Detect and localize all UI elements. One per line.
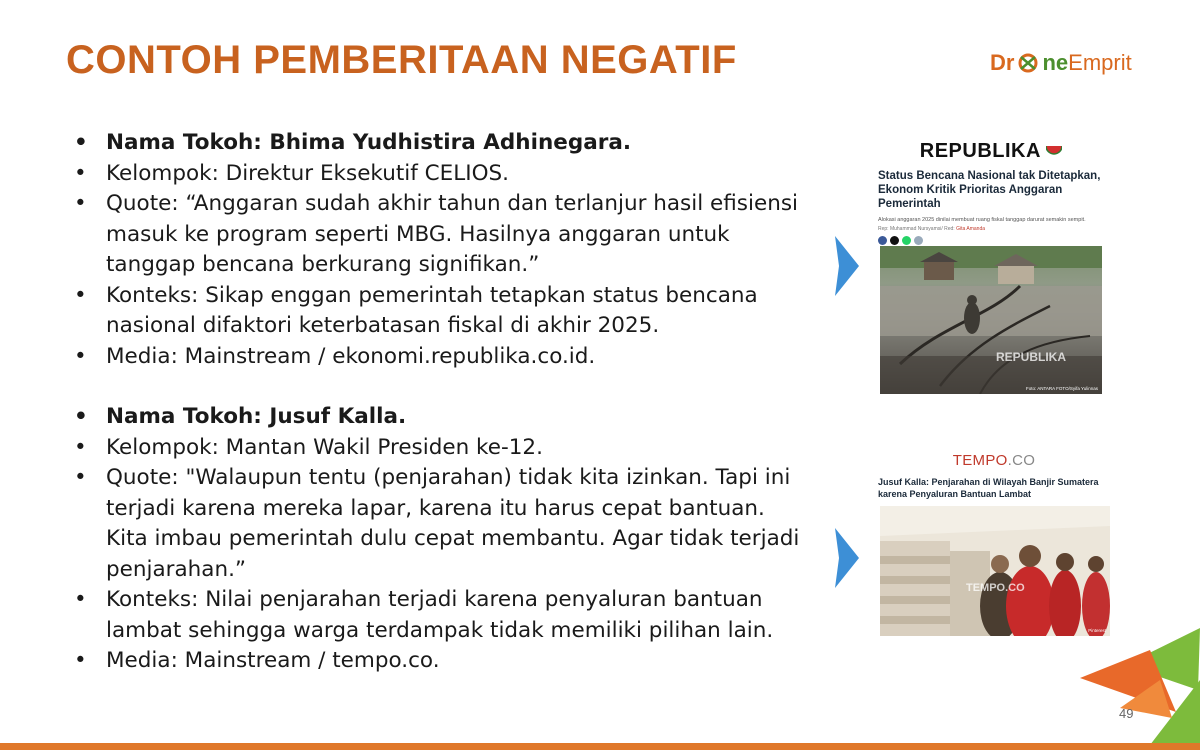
bullet-dot: • xyxy=(74,130,88,155)
bullet-dot: • xyxy=(74,343,87,369)
bullet-person2-group: • Kelompok: Mantan Wakil Presiden ke-12. xyxy=(74,433,804,464)
page-number: 49 xyxy=(1119,706,1134,721)
arrow-right-icon xyxy=(835,236,861,296)
bullet-person1-context: • Konteks: Sikap enggan pemerintah tetapkan status bencana nasional difaktori keterbatasan fiskal di akhir 2025. xyxy=(74,282,758,338)
bullet-dot: • xyxy=(74,434,87,460)
bullet-person2-name: • Nama Tokoh: Jusuf Kalla. xyxy=(74,402,804,433)
drone-icon xyxy=(1015,52,1041,74)
flood-scene-image xyxy=(880,246,1102,394)
bullet-person1-media: • Media: Mainstream / ekonomi.republika.co.id. xyxy=(74,342,804,373)
tempo-watermark: TEMPO.CO xyxy=(966,582,1025,594)
x-icon[interactable] xyxy=(890,236,899,245)
republika-watermark: REPUBLIKA xyxy=(996,350,1067,364)
spacer xyxy=(74,372,804,402)
bottom-accent-bar xyxy=(0,743,1200,750)
tempo-logo: TEMPO.CO xyxy=(952,452,1036,469)
watermelon-icon xyxy=(1046,146,1062,156)
drone-emprit-logo xyxy=(990,50,1132,76)
bullet-list xyxy=(74,128,804,677)
tempo-photo-credit: Pinterest xyxy=(1088,628,1106,633)
bullet-dot: • xyxy=(74,282,87,308)
republika-photo xyxy=(880,246,1102,394)
bullet-person1-group: • Kelompok: Direktur Eksekutif CELIOS. xyxy=(74,159,804,190)
tempo-headline: Jusuf Kalla: Penjarahan di Wilayah Banjir Sumatera karena Penyaluran Bantuan Lambat xyxy=(878,477,1099,499)
bullet-person2-context: • Konteks: Nilai penjarahan terjadi karena penyaluran bantuan lambat sehingga warga terdampak tidak memiliki pilihan lain. xyxy=(74,587,774,643)
bullet-dot: • xyxy=(74,465,87,490)
bullet-person1-name: • Nama Tokoh: Bhima Yudhistira Adhinegara. xyxy=(74,128,804,159)
bullet-dot: • xyxy=(74,191,87,216)
tempo-photo xyxy=(880,506,1110,636)
republika-article-card xyxy=(878,140,1104,396)
bullet-dot: • xyxy=(74,587,87,612)
republika-photo-credit: Foto: ANTARA FOTO/Syifa Yulinnas xyxy=(1025,386,1098,391)
logo-text-ne: ne xyxy=(1042,50,1069,75)
republika-logo: REPUBLIKA xyxy=(878,140,1104,163)
decorative-corner-shapes xyxy=(1080,620,1200,745)
bullet-dot: • xyxy=(74,404,88,429)
facebook-icon[interactable] xyxy=(878,236,887,245)
bullet-dot: • xyxy=(74,648,87,673)
bullet-person1-quote: • Quote: “Anggaran sudah akhir tahun dan terlanjur hasil efisiensi masuk ke program seperti MBG. Hasilnya anggaran untuk tanggap bencana berkurang signifikan.” xyxy=(74,191,798,277)
logo-text-dr: Dr xyxy=(990,50,1015,75)
link-icon[interactable] xyxy=(914,236,923,245)
aid-distribution-image xyxy=(880,506,1110,636)
share-buttons xyxy=(878,236,1104,245)
logo-text-emprit: Emprit xyxy=(1068,50,1132,75)
bullet-person2-media: • Media: Mainstream / tempo.co. xyxy=(74,646,804,677)
tempo-article-card xyxy=(878,452,1110,638)
bullet-person2-quote: • Quote: "Walaupun tentu (penjarahan) tidak kita izinkan. Tapi ini terjadi karena mereka lapar, karena itu harus cepat bantuan. Kita imbau pemerintah dulu cepat membantu. Agar tidak terjadi penjarahan.” xyxy=(74,465,800,582)
republika-headline: Status Bencana Nasional tak Ditetapkan, Ekonom Kritik Prioritas Anggaran Pemerintah xyxy=(878,170,1101,210)
republika-byline: Rep: Muhammad Nursyamsi/ Red: Gita Amanda xyxy=(878,226,985,232)
whatsapp-icon[interactable] xyxy=(902,236,911,245)
bullet-dot: • xyxy=(74,160,87,186)
slide-title: CONTOH PEMBERITAAN NEGATIF xyxy=(66,38,737,82)
republika-summary: Alokasi anggaran 2025 dinilai membuat ruang fiskal tanggap darurat semakin sempit. xyxy=(878,217,1086,223)
arrow-right-icon xyxy=(835,528,861,588)
